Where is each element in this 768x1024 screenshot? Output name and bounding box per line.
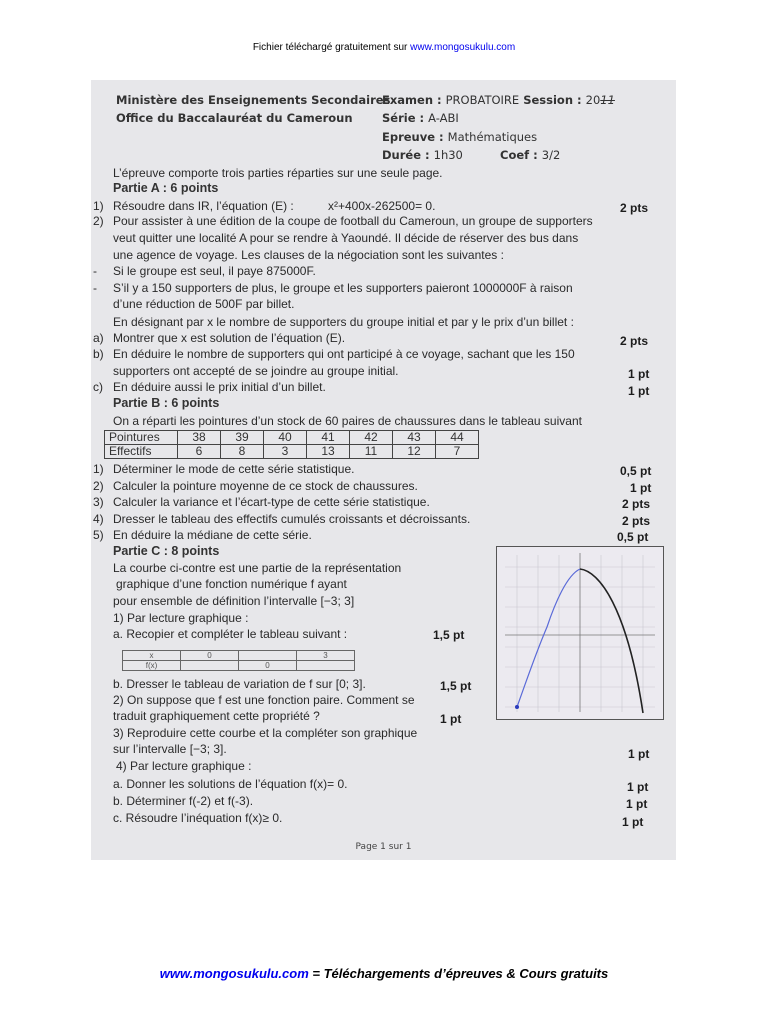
partA-title: Partie A : 6 points [113, 181, 219, 195]
fx-table [122, 650, 355, 671]
table-cell [297, 661, 355, 671]
table-cell: 38 [178, 431, 221, 445]
table-cell: 43 [393, 431, 436, 445]
table-cell: 40 [264, 431, 307, 445]
table-cell [181, 661, 239, 671]
partA-q2-line3: une agence de voyage. Les clauses de la négociation sont les suivantes : [113, 248, 504, 262]
function-graph-svg [497, 547, 663, 719]
partA-b-num: b) [93, 347, 104, 361]
table-cell: 41 [307, 431, 350, 445]
partB-q2-text: Calculer la pointure moyenne de ce stock de chaussures. [113, 479, 418, 493]
partC-line3: pour ensemble de définition l’intervalle [−3; 3] [113, 594, 355, 608]
table-row [123, 651, 355, 661]
partA-a-text: Montrer que x est solution de l’équation (E). [113, 331, 346, 345]
site-link-bottom[interactable]: www.mongosukulu.com [159, 966, 309, 981]
partA-q2-num: 2) [93, 214, 104, 228]
partC-q4b-points: 1 pt [626, 797, 648, 811]
partA-a-points: 2 pts [620, 334, 649, 348]
table-cell: 3 [297, 651, 355, 661]
partA-bullet2-line2: d’une réduction de 500F par billet. [113, 297, 295, 311]
epreuve-value: Mathématiques [447, 130, 538, 144]
partB-q4-text: Dresser le tableau des effectifs cumulés croissants et décroissants. [113, 512, 471, 526]
partA-q1-points: 2 pts [620, 201, 649, 215]
partB-q1-points: 0,5 pt [620, 464, 652, 478]
table-cell: 11 [350, 445, 393, 459]
ministry-name: Ministère des Enseignements Secondaires [116, 93, 391, 107]
partC-line2: graphique d’une fonction numérique f ayant [116, 577, 347, 591]
table-cell: Effectifs [105, 445, 178, 459]
partC-q1: 1) Par lecture graphique : [113, 611, 249, 625]
exam-value: PROBATOIRE [445, 93, 520, 107]
partB-q3-num: 3) [93, 495, 104, 509]
download-notice-text: Fichier téléchargé gratuitement sur [252, 42, 411, 53]
bottom-banner [0, 966, 768, 981]
partC-q2-line2: traduit graphiquement cette propriété ? [113, 709, 320, 723]
session-value: 20 [585, 93, 601, 107]
partC-q3-line1: 3) Reproduire cette courbe et la compléter son graphique [113, 726, 418, 740]
function-graph [496, 546, 664, 720]
partC-qb-points: 1,5 pt [440, 679, 472, 693]
partB-q5-num: 5) [93, 528, 104, 542]
partA-let: En désignant par x le nombre de supporters du groupe initial et par y le prix d’un billet : [113, 315, 574, 329]
partA-c-points: 1 pt [628, 384, 650, 398]
serie-info [382, 111, 459, 125]
table-cell: 12 [393, 445, 436, 459]
partC-q3-line2: sur l’intervalle [−3; 3]. [113, 742, 227, 756]
partC-q3-points: 1 pt [628, 747, 650, 761]
table-cell: 7 [436, 445, 479, 459]
table-cell: 39 [221, 431, 264, 445]
partA-q1-text: Résoudre dans IR, l’équation (E) : [113, 199, 294, 213]
partC-q2-points: 1 pt [440, 712, 462, 726]
partB-q5-points: 0,5 pt [617, 530, 649, 544]
partC-q2-line1: 2) On suppose que f est une fonction paire. Comment se [113, 693, 415, 707]
table-cell: x [123, 651, 181, 661]
partB-q2-points: 1 pt [630, 481, 652, 495]
curve-right-part [580, 569, 643, 713]
duree-value: 1h30 [433, 148, 463, 162]
partB-q3-points: 2 pts [622, 497, 651, 511]
site-link-top[interactable]: www.mongosukulu.com [410, 42, 516, 53]
table-cell: 8 [221, 445, 264, 459]
partC-qa-points: 1,5 pt [433, 628, 465, 642]
partB-q3-text: Calculer la variance et l’écart-type de cette série statistique. [113, 495, 430, 509]
partA-a-num: a) [93, 331, 104, 345]
coef-label: Coef : [500, 148, 538, 162]
curve-endpoint [515, 705, 519, 709]
exam-label: Examen : [382, 93, 442, 107]
partC-q4a: a. Donner les solutions de l’équation f(x)= 0. [113, 777, 348, 791]
exam-info [382, 93, 615, 107]
partB-q4-num: 4) [93, 512, 104, 526]
partC-q4: 4) Par lecture graphique : [116, 759, 252, 773]
partB-q1-num: 1) [93, 462, 104, 476]
coef-value: 3/2 [541, 148, 561, 162]
partA-q1-num: 1) [93, 199, 104, 213]
session-label: Session : [523, 93, 582, 107]
shoe-size-table [104, 430, 479, 459]
partA-b-line2: supporters ont accepté de se joindre au groupe initial. [113, 364, 399, 378]
partA-c-text: En déduire aussi le prix initial d’un billet. [113, 380, 326, 394]
table-cell: f(x) [123, 661, 181, 671]
serie-value: A-ABI [428, 111, 459, 125]
intro-text: L’épreuve comporte trois parties réparties sur une seule page. [113, 166, 443, 180]
download-notice [0, 42, 768, 53]
table-cell: 6 [178, 445, 221, 459]
table-cell: 13 [307, 445, 350, 459]
partC-q4a-points: 1 pt [627, 780, 649, 794]
partA-q1-equation: x²+400x-262500= 0. [328, 199, 436, 213]
partA-q2-line2: veut quitter une localité A pour se rendre à Yaoundé. Il décide de réserver des bus dans [113, 231, 579, 245]
partB-title: Partie B : 6 points [113, 396, 220, 410]
epreuve-label: Epreuve : [382, 130, 444, 144]
partB-q1-text: Déterminer le mode de cette série statistique. [113, 462, 355, 476]
table-cell [239, 651, 297, 661]
partC-q4b: b. Déterminer f(-2) et f(-3). [113, 794, 254, 808]
table-cell: 0 [181, 651, 239, 661]
curve-left-part [517, 569, 580, 707]
duree-label: Durée : [382, 148, 430, 162]
partC-line1: La courbe ci-contre est une partie de la représentation [113, 561, 402, 575]
epreuve-info [382, 130, 537, 144]
table-cell: 0 [239, 661, 297, 671]
table-row [105, 445, 479, 459]
table-cell: Pointures [105, 431, 178, 445]
partA-bullet1-dash: - [93, 264, 97, 278]
partC-qb: b. Dresser le tableau de variation de f sur [0; 3]. [113, 677, 366, 691]
table-row [105, 431, 479, 445]
duree-info [382, 148, 463, 162]
partB-q5-text: En déduire la médiane de cette série. [113, 528, 312, 542]
partB-intro: On a réparti les pointures d’un stock de 60 paires de chaussures dans le tableau suivant [113, 414, 582, 428]
office-name: Office du Baccalauréat du Cameroun [116, 111, 353, 125]
session-handwritten: 11 [600, 93, 615, 107]
partA-c-num: c) [93, 380, 103, 394]
partB-q4-points: 2 pts [622, 514, 651, 528]
table-cell: 3 [264, 445, 307, 459]
partC-title: Partie C : 8 points [113, 544, 220, 558]
page-number: Page 1 sur 1 [355, 842, 412, 852]
table-cell: 44 [436, 431, 479, 445]
partA-b-points: 1 pt [628, 367, 650, 381]
coef-info [500, 148, 560, 162]
partA-bullet2-dash: - [93, 281, 97, 295]
partA-q2-line1: Pour assister à une édition de la coupe de football du Cameroun, un groupe de supporters [113, 214, 593, 228]
partA-bullet1: Si le groupe est seul, il paye 875000F. [113, 264, 316, 278]
serie-label: Série : [382, 111, 425, 125]
partC-qa: a. Recopier et compléter le tableau suivant : [113, 627, 348, 641]
partA-b-line1: En déduire le nombre de supporters qui ont participé à ce voyage, sachant que les 150 [113, 347, 575, 361]
partC-q4c: c. Résoudre l’inéquation f(x)≥ 0. [113, 811, 283, 825]
table-cell: 42 [350, 431, 393, 445]
partA-bullet2-line1: S’il y a 150 supporters de plus, le groupe et les supporters paieront 1000000F à raison [113, 281, 573, 295]
partC-q4c-points: 1 pt [622, 815, 644, 829]
table-row [123, 661, 355, 671]
bottom-banner-text: = Téléchargements d’épreuves & Cours gratuits [308, 966, 609, 981]
partB-q2-num: 2) [93, 479, 104, 493]
